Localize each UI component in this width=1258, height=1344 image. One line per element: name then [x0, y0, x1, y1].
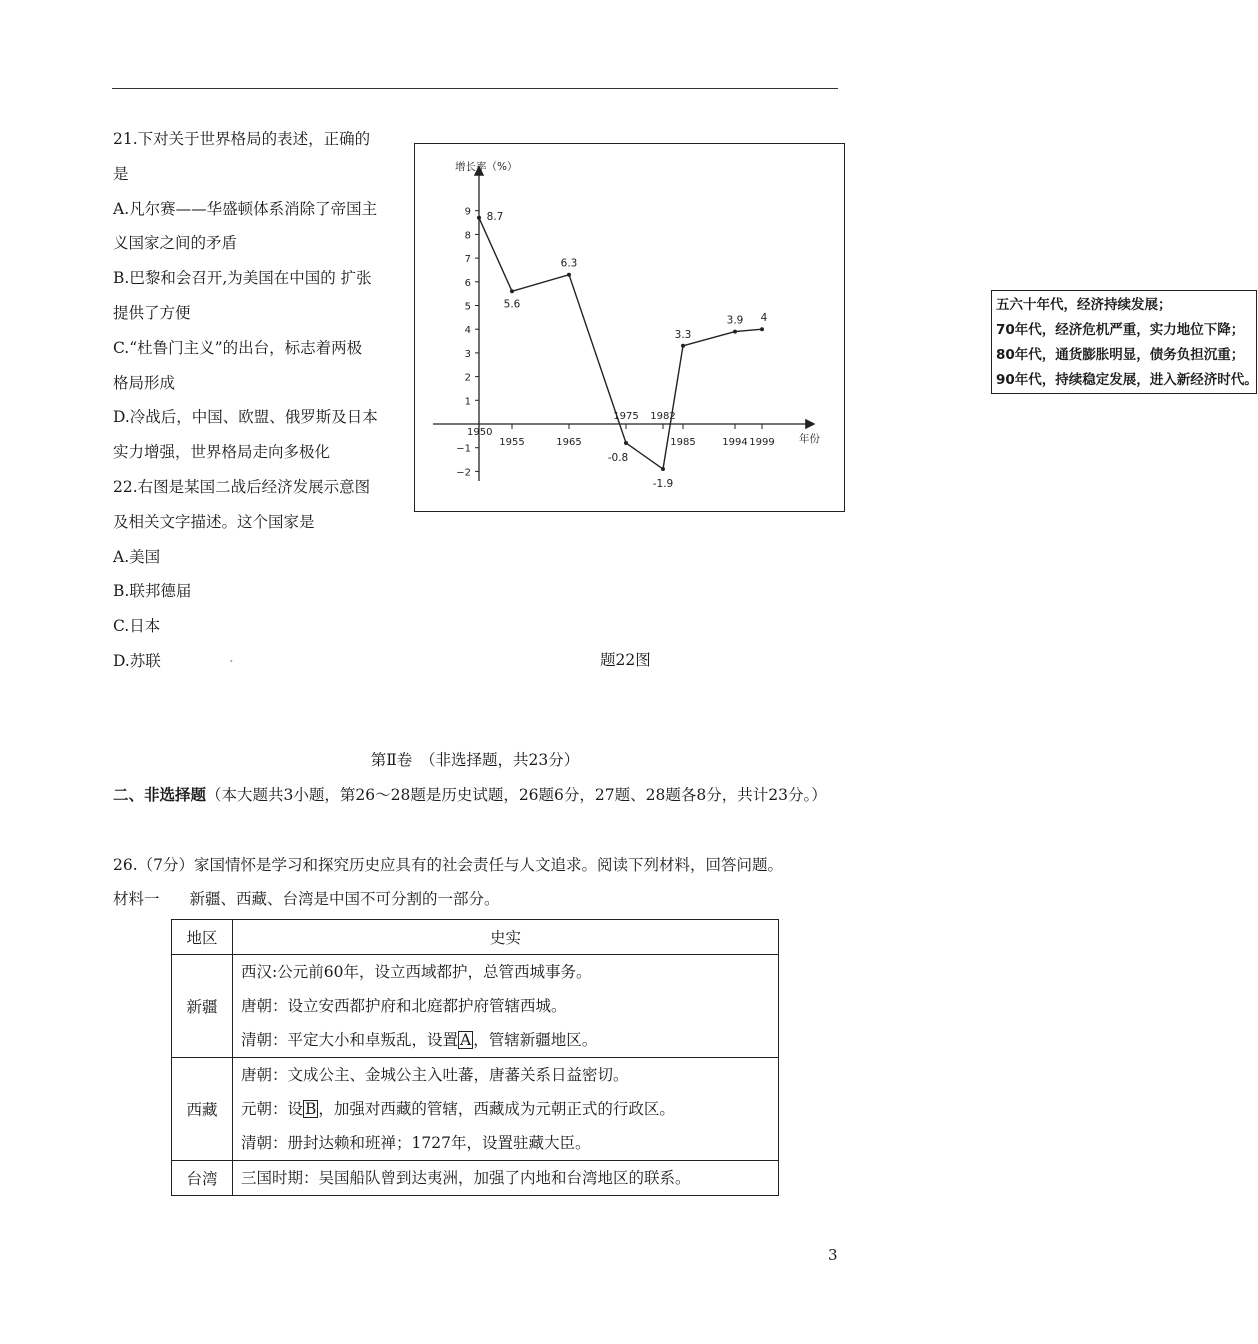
- x-tick-label: 1975: [613, 411, 639, 422]
- data-point: [477, 216, 481, 220]
- y-tick-label: 4: [464, 325, 471, 337]
- history-table: [171, 919, 779, 1196]
- data-label: 8.7: [486, 210, 504, 223]
- chart-note: 五六十年代，经济持续发展；: [996, 297, 1172, 313]
- fact-line: 唐朝：文成公主、金城公主入吐蕃，唐蕃关系日益密切。: [241, 1066, 629, 1084]
- page-number: 3: [828, 1246, 838, 1264]
- q21-line: 是: [113, 164, 129, 183]
- chart-note: 80年代，通货膨胀明显，债务负担沉重；: [996, 347, 1245, 363]
- facts-cell: [233, 955, 779, 1058]
- y-tick-label: 2: [464, 372, 471, 384]
- part2-title: 第Ⅱ卷 （非选择题，共23分）: [370, 751, 580, 769]
- header-facts: 史实: [233, 920, 779, 955]
- x-tick-label: 1955: [499, 437, 525, 448]
- region-cell: 台湾: [172, 1161, 233, 1196]
- region-cell: 新疆: [172, 955, 233, 1058]
- y-tick-label: −1: [456, 443, 471, 455]
- y-tick-label: 7: [464, 254, 471, 266]
- blank-b: B: [305, 1100, 317, 1118]
- part2-heading-bold: 二、非选择题: [113, 786, 207, 804]
- data-point: [624, 441, 628, 445]
- data-point: [661, 467, 665, 471]
- data-label: 3.9: [726, 314, 744, 327]
- q22-line: 22.右图是某国二战后经济发展示意图: [113, 477, 371, 496]
- fact-line: [241, 1023, 770, 1057]
- q21-line: C.“杜鲁门主义”的出台，标志着两极: [113, 338, 363, 357]
- q21-line: 提供了方便: [113, 303, 191, 322]
- material-text: 新疆、西藏、台湾是中国不可分割的一部分。: [189, 890, 500, 908]
- q21-line: D.冷战后，中国、欧盟、俄罗斯及日本: [113, 408, 378, 427]
- header-region: 地区: [172, 920, 233, 955]
- data-points: [477, 211, 768, 490]
- data-label: 6.3: [560, 257, 578, 270]
- economic-growth-chart: [414, 143, 1258, 512]
- fact-line: 西汉:公元前60年，设立西域都护，总管西城事务。: [241, 963, 592, 981]
- q22-line: A.美国: [113, 547, 161, 566]
- fact-line: 清朝：册封达赖和班禅；1727年，设置驻藏大臣。: [241, 1134, 591, 1152]
- chart-note: 90年代，持续稳定发展，进入新经济时代。: [996, 372, 1258, 388]
- x-axis-label: 年份: [799, 433, 820, 445]
- part2-heading: [113, 778, 841, 812]
- data-point: [510, 289, 514, 293]
- data-point: [567, 273, 571, 277]
- data-label: 3.3: [674, 328, 692, 341]
- stray-dot: .: [229, 648, 234, 666]
- figure-caption: 题22图: [600, 651, 651, 669]
- q22-line: C.日本: [113, 617, 161, 636]
- y-tick-label: 3: [464, 348, 471, 360]
- data-label: 5.6: [503, 298, 521, 311]
- blank-a: A: [460, 1031, 472, 1049]
- q21-line: 义国家之间的矛盾: [113, 234, 238, 253]
- fact-text: 元朝：设: [241, 1100, 304, 1118]
- fact-text: ，加强对西藏的管辖，西藏成为元朝正式的行政区。: [318, 1100, 675, 1118]
- x-tick-label: 1999: [749, 437, 775, 448]
- growth-line: [479, 218, 762, 469]
- y-tick-label: 1: [464, 396, 471, 408]
- part2-heading-rest: （本大题共3小题，第26～28题是历史试题，26题6分，27题、28题各8分，共计23分。）: [206, 786, 827, 804]
- facts-cell: [233, 1161, 779, 1196]
- chart-svg: [415, 144, 846, 513]
- q22-line: B.联邦德届: [113, 582, 192, 601]
- y-tick-label: −2: [456, 467, 471, 479]
- data-label: -0.8: [607, 451, 629, 464]
- chart-note: 70年代，经济危机严重，实力地位下降；: [996, 322, 1245, 338]
- x-tick-label: 1985: [670, 437, 696, 448]
- data-point: [760, 327, 764, 331]
- data-label: 4: [760, 312, 768, 325]
- x-tick-label: 1994: [722, 437, 748, 448]
- y-tick-label: 5: [464, 301, 471, 313]
- data-point: [733, 330, 737, 334]
- table-row: [172, 1058, 779, 1161]
- origin-label: 1950: [467, 427, 493, 438]
- y-tick-label: 8: [464, 230, 471, 242]
- q21-line: 格局形成: [113, 373, 176, 392]
- fact-text: ，管辖新疆地区。: [473, 1031, 598, 1049]
- fact-text: 清朝：平定大小和卓叛乱，设置: [241, 1031, 459, 1049]
- table-row: [172, 1161, 779, 1196]
- fact-line: [241, 1092, 770, 1126]
- q21-line: B.巴黎和会召开,为美国在中国的 扩张: [113, 269, 372, 288]
- data-label: -1.9: [652, 478, 674, 491]
- header-rule: [112, 88, 838, 89]
- material-one: [113, 882, 841, 916]
- questions-21-22: [113, 122, 403, 679]
- region-cell: 西藏: [172, 1058, 233, 1161]
- x-tick-label: 1965: [556, 437, 582, 448]
- y-axis-label: 增长率（%）: [455, 161, 518, 173]
- material-label: 材料一: [113, 890, 160, 908]
- table-row: [172, 955, 779, 1058]
- chart-notes: [991, 290, 1257, 394]
- q21-line: A.凡尔赛——华盛顿体系消除了帝国主: [113, 199, 378, 218]
- data-point: [681, 344, 685, 348]
- fact-line: 三国时期：吴国船队曾到达夷洲，加强了内地和台湾地区的联系。: [241, 1169, 691, 1187]
- facts-cell: [233, 1058, 779, 1161]
- q22-line: 及相关文字描述。这个国家是: [113, 512, 315, 531]
- y-tick-label: 9: [464, 206, 471, 218]
- q21-line: 21.下对关于世界格局的表述，正确的: [113, 130, 371, 148]
- x-ticks: [499, 411, 774, 448]
- fact-line: 唐朝：设立安西都护府和北庭都护府管辖西城。: [241, 997, 567, 1015]
- y-tick-label: 6: [464, 277, 471, 289]
- x-tick-label: 1982: [650, 411, 676, 422]
- table-header-row: [172, 920, 779, 955]
- q22-line: D.苏联: [113, 651, 161, 670]
- q26-intro: 26.（7分）家国情怀是学习和探究历史应具有的社会责任与人文追求。阅读下列材料，回答问题。: [113, 856, 784, 874]
- q21-line: 实力增强，世界格局走向多极化: [113, 443, 331, 462]
